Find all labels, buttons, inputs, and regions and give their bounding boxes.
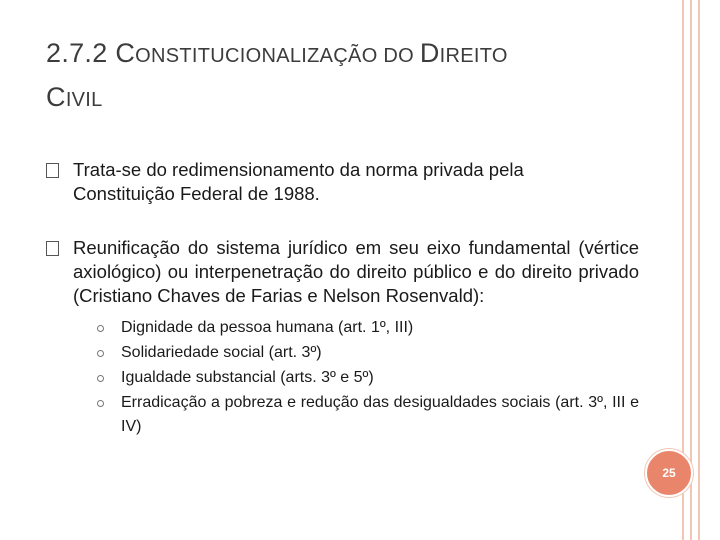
title-text: IREITO	[439, 45, 508, 67]
sub-list-item	[97, 341, 639, 365]
slide-title-line-1	[46, 33, 646, 77]
sub-list-item	[97, 391, 639, 439]
decorative-rail-right	[698, 0, 700, 540]
bullet-item	[46, 158, 612, 206]
title-text: ONSTITUCIONALIZAÇÃO DO	[135, 45, 420, 67]
circle-bullet-icon	[97, 375, 104, 382]
decorative-rail-middle	[690, 0, 692, 540]
sub-item-text: Igualdade substancial (arts. 3º e 5º)	[121, 369, 374, 386]
square-bullet-icon	[46, 163, 59, 178]
square-bullet-icon	[46, 241, 59, 256]
circle-bullet-icon	[97, 325, 104, 332]
sub-item-text: Erradicação a pobreza e redução das desigualdades sociais (art. 3º, III e IV)	[121, 394, 639, 435]
circle-bullet-icon	[97, 350, 104, 357]
slide-content	[46, 158, 639, 440]
sub-list-item	[97, 316, 639, 340]
page-number-badge	[645, 449, 693, 497]
bullet-text: Reunificação do sistema jurídico em seu eixo fundamental (vértice axiológico) ou interpenetração do direito público e do direito privado (Cristiano Chaves de Farias e Nelson Rosenvald):	[73, 237, 639, 306]
sub-list	[97, 316, 639, 439]
slide-title-line-2	[46, 77, 646, 121]
sub-list-item	[97, 366, 639, 390]
circle-bullet-icon	[97, 400, 104, 407]
sub-item-text: Dignidade da pessoa humana (art. 1º, III)	[121, 319, 414, 336]
bullet-text: Trata-se do redimensionamento da norma privada pela Constituição Federal de 1988.	[73, 159, 524, 204]
bullet-item	[46, 236, 639, 440]
title-text: 2.7.2 C	[46, 38, 136, 68]
page-number: 25	[662, 466, 676, 480]
title-text: IVIL	[65, 89, 103, 111]
sub-item-text: Solidariedade social (art. 3º)	[121, 344, 322, 361]
slide-title	[46, 33, 646, 121]
title-text: D	[419, 38, 440, 68]
title-text: C	[46, 82, 66, 112]
